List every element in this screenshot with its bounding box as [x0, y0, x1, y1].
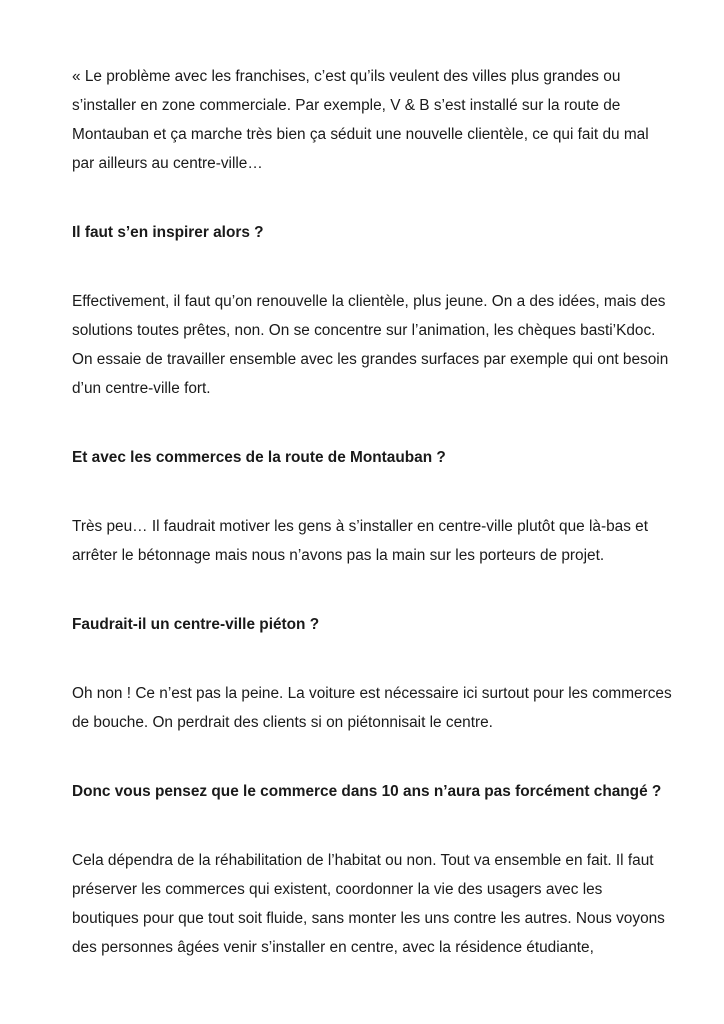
answer-paragraph-3: Très peu… Il faudrait motiver les gens à s’installer en centre-ville plutôt que là-bas et arrêter le bétonnage mais nous n’avons pas la main sur les porteurs de projet. [72, 518, 648, 564]
question-heading-4: Donc vous pensez que le commerce dans 10 ans n’aura pas forcément changé ? [72, 783, 662, 800]
question-heading-1: Il faut s’en inspirer alors ? [72, 224, 264, 241]
answer-paragraph-1: « Le problème avec les franchises, c’est qu’ils veulent des villes plus grandes ou s’installer en zone commerciale. Par exemple, V & B s’est installé sur la route de Montauban et ça marche très bien ça séduit une nouvelle clientèle, ce qui fait du mal par ailleurs au centre-ville… [72, 68, 649, 172]
question-heading-3: Faudrait-il un centre-ville piéton ? [72, 616, 320, 633]
answer-paragraph-5: Cela dépendra de la réhabilitation de l’habitat ou non. Tout va ensemble en fait. Il faut préserver les commerces qui existent, coordonner la vie des usagers avec les boutiques pour que tout soit fluide, sans monter les uns contre les autres. Nous voyons des personnes âgées venir s’installer en centre, avec la résidence étudiante, [72, 852, 665, 956]
answer-paragraph-4: Oh non ! Ce n’est pas la peine. La voiture est nécessaire ici surtout pour les commerces de bouche. On perdrait des clients si on piétonnisait le centre. [72, 685, 672, 731]
document-page [72, 62, 672, 962]
answer-paragraph-2: Effectivement, il faut qu’on renouvelle la clientèle, plus jeune. On a des idées, mais des solutions toutes prêtes, non. On se concentre sur l’animation, les chèques basti’Kdoc. On essaie de travailler ensemble avec les grandes surfaces par exemple qui ont besoin d’un centre-ville fort. [72, 293, 669, 397]
question-heading-2: Et avec les commerces de la route de Montauban ? [72, 449, 446, 466]
